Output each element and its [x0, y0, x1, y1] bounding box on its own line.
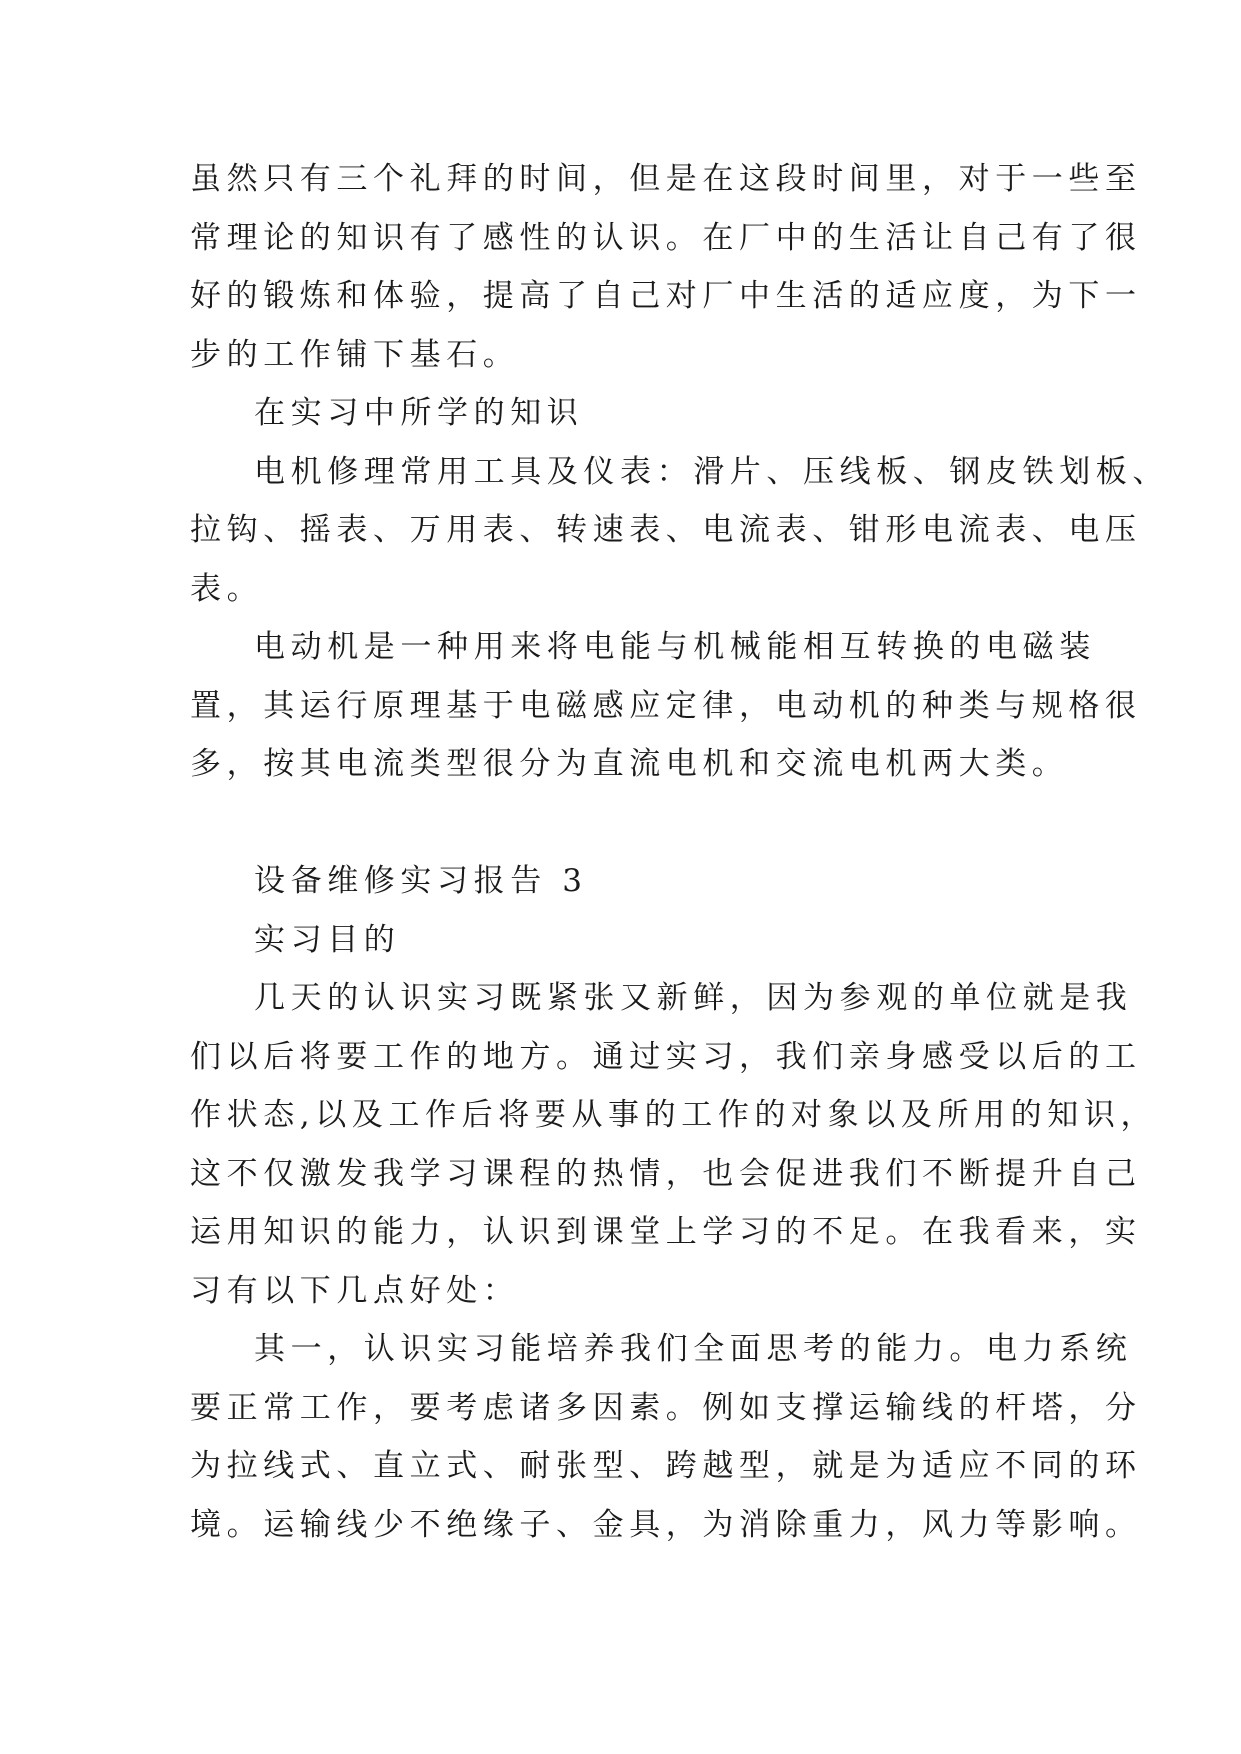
section-heading-purpose: 实习目的: [254, 921, 401, 958]
text-line: 拉钩、摇表、万用表、转速表、电流表、钳形电流表、电压: [190, 512, 1142, 548]
text-line: 常理论的知识有了感性的认识。在厂中的生活让自己有了很: [190, 219, 1142, 256]
paragraph-first-point: [190, 1320, 1142, 1554]
text-line: 虽然只有三个礼拜的时间，但是在这段时间里，对于一些至: [190, 161, 1142, 197]
document-body: [190, 150, 1169, 1554]
text-line: 几天的认识实习既紧张又新鲜，因为参观的单位就是我: [254, 980, 1133, 1016]
text-line: 这不仅激发我学习课程的热情，也会促进我们不断提升自己: [190, 1155, 1142, 1192]
text-line: 为拉线式、直立式、耐张型、跨越型，就是为适应不同的环: [190, 1448, 1142, 1484]
text-line: 电动机是一种用来将电能与机械能相互转换的电磁装: [254, 629, 1096, 665]
paragraph-purpose: [190, 969, 1158, 1320]
text-line: 们以后将要工作的地方。通过实习，我们亲身感受以后的工: [190, 1038, 1142, 1075]
section-heading-knowledge: 在实习中所学的知识: [254, 395, 584, 431]
text-line: 境。运输线少不绝缘子、金具，为消除重力，风力等影响。: [190, 1506, 1142, 1543]
report-title: 设备维修实习报告 3: [254, 863, 588, 899]
paragraph-tools: [190, 443, 1169, 619]
text-line: 作状态,以及工作后将要从事的工作的对象以及所用的知识，: [190, 1097, 1158, 1133]
blank-line: [190, 794, 1070, 853]
text-line: 步的工作铺下基石。: [190, 336, 520, 373]
text-line: 其一，认识实习能培养我们全面思考的能力。电力系统: [254, 1331, 1133, 1367]
text-line: 表。: [190, 570, 264, 607]
text-line: 好的锻炼和体验，提高了自己对厂中生活的适应度，为下一: [190, 278, 1142, 314]
text-line: 置，其运行原理基于电磁感应定律，电动机的种类与规格很: [190, 687, 1142, 724]
text-line: 习有以下几点好处：: [190, 1272, 520, 1309]
text-line: 运用知识的能力，认识到课堂上学习的不足。在我看来，实: [190, 1214, 1142, 1250]
text-line: 电机修理常用工具及仪表：滑片、压线板、钢皮铁划板、: [254, 453, 1169, 490]
text-line: 要正常工作，要考虑诸多因素。例如支撑运输线的杆塔，分: [190, 1389, 1142, 1426]
paragraph-continuation: [190, 150, 1142, 384]
paragraph-motor: [190, 618, 1142, 794]
text-line: 多，按其电流类型很分为直流电机和交流电机两大类。: [190, 746, 1069, 782]
